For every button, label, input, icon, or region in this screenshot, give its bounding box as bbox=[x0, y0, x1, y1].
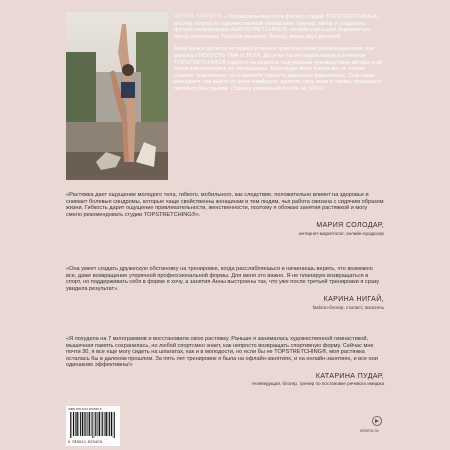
testimonial-signature bbox=[66, 297, 384, 311]
testimonial-1 bbox=[66, 192, 384, 237]
bio-text-1: – основательница сети фитнес-студий TOPSTRETCHING®, мастер спорта по художественной гимнастике, тренер, автор и создатель фитнес-направления AEROSTRETCHING®, онлайн-курса для беременных, автор нескольких YouTube-каналов, блогер, мама двух дочерей. bbox=[174, 14, 379, 40]
publisher-logo-icon bbox=[372, 416, 382, 426]
isbn-label: ISBN 978-5-04-152540-5 bbox=[68, 407, 102, 411]
testimonial-text: «Она умеет создать дружескую обстановку на тренировке, когда расслабляешься и начинаешь верить, что возможно все, даже возвращение утерянной профессиональной формы. Для меня это важно. Я не планирую возвращаться в спорт, но поддерживать себя в форме я хочу, а занятия Анны выстроены так, что уже после третьей тренировки я сразу увидела результат». bbox=[66, 266, 380, 292]
testimonial-role: телеведущая, блогер, тренер по постановке речевого имиджа bbox=[251, 381, 384, 386]
top-section bbox=[0, 0, 450, 186]
bio-paragraph-2: Анна Канюк делится историей успеха и практическими рекомендациями, как развить ГИБКОСТЬ УМА И ТЕЛА. Десятки тысяч подписчиков и клиентов TOPSTRETCHING® садятся на шпагаты под умелым руководством автора этой книги или пользуясь ее методиками. Благодаря Анне Канюк вы не только станете пластичнее, но и сможете обрести душевное равновесие. Она также расскажет, как выйти из зоны комфорта, развить силу воли и начать правильно питаться без срывов. Станьте уверенной в себе на 100%! bbox=[174, 46, 383, 92]
testimonial-text: «Я похудела на 7 килограммов и восстановила свою растяжку. Раньше я занималась художественной гимнастикой, мышечная память сохранилась, но любой спортсмен знает, как непросто возвращать спортивную форму. Сейчас мне почти 30, я все еще могу сидеть на шпагатах, как и в молодости, но если бы не TOPSTRETCHING®, моя растяжка осталась бы в далеком прошлом. За пять лет тренировок я была на офлайн-занятиях, и на онлайн-занятиях, и все они одинаково эффективны!» bbox=[66, 336, 378, 368]
testimonial-signature bbox=[66, 374, 384, 388]
author-name: АННА КАНЮК bbox=[174, 13, 223, 20]
testimonial-3 bbox=[66, 336, 384, 388]
barcode bbox=[66, 406, 120, 446]
publisher-site: eksmo.ru bbox=[360, 428, 379, 433]
testimonial-role: fashion-блогер, стилист, писатель bbox=[312, 304, 384, 310]
author-photo bbox=[66, 12, 168, 180]
testimonial-author: КАРИНА НИГАЙ, bbox=[323, 296, 384, 303]
barcode-number: 9 785041 525405 bbox=[68, 439, 103, 444]
testimonial-signature bbox=[66, 223, 384, 237]
author-bio bbox=[174, 14, 386, 99]
testimonial-author: КАТАРИНА ПУДАР, bbox=[315, 372, 384, 380]
bio-paragraph-1 bbox=[174, 14, 386, 40]
testimonial-2 bbox=[66, 266, 384, 311]
testimonial-text: «Растяжка дает ощущение молодого тела, гибкого, мобильного, как следствие, положительно влияет на здоровье и снимает болевые синдромы, которые чаще свойственны женщинам и тем людям, чья работа связана с сидячим образом жизни. Гибкость дарит ощущение привлекательности, женственности, поэтому я обожаю занятия растяжкой и могу смело рекомендовать студии TOPSTRETCHING®». bbox=[66, 192, 384, 218]
testimonial-author: МАРИЯ СОЛОДАР, bbox=[316, 222, 384, 229]
barcode-bars bbox=[69, 412, 117, 438]
testimonial-role: интернет-маркетолог, онлайн-продюсер bbox=[298, 230, 384, 236]
